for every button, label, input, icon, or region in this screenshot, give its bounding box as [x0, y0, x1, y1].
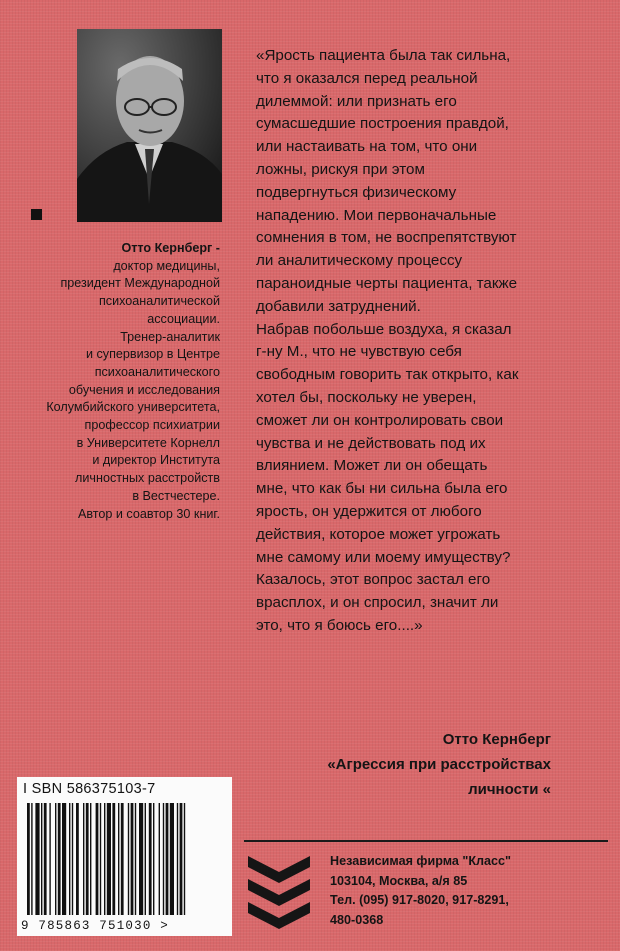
excerpt-line: «Ярость пациента была так сильна,: [256, 47, 511, 64]
bio-line: психоаналитического: [94, 364, 220, 379]
excerpt-line: врасплох, и он спросил, значит ли: [256, 594, 499, 612]
barcode-bar: [149, 803, 152, 915]
barcode-bar: [90, 803, 91, 915]
publisher-phone: Тел. (095) 917-8020, 917-8291,: [330, 893, 509, 907]
barcode-number: 9 785863 751030 >: [21, 919, 169, 933]
divider: [244, 840, 608, 842]
bio-line: психоаналитической: [98, 294, 220, 309]
excerpt-line: г-ну М., что не чувствую себя: [256, 343, 462, 361]
excerpt-line: мне, что как бы ни сильна была его: [256, 480, 508, 498]
barcode-bar: [100, 803, 101, 915]
barcode-bar: [121, 803, 124, 915]
barcode-bar: [44, 803, 47, 915]
excerpt-line: сможет ли он контролировать свои: [256, 411, 504, 429]
attribution-book-title-cont: личности «: [468, 781, 551, 798]
barcode-icon: [27, 803, 222, 915]
excerpt-line: что я оказался перед реальной: [256, 69, 478, 87]
excerpt-line: параноидные черты пациента, также: [256, 274, 518, 292]
excerpt-line: действия, которое может угрожать: [256, 525, 501, 543]
excerpt-line: чувства и не действовать под их: [256, 434, 486, 452]
bio-line: доктор медицины,: [113, 258, 220, 273]
barcode-bar: [62, 803, 66, 915]
barcode-bar: [96, 803, 99, 915]
bio-line: Автор и соавтор 30 книг.: [77, 506, 220, 521]
chevron-logo-icon: [246, 852, 312, 934]
excerpt-line: добавили затруднений.: [256, 297, 421, 315]
excerpt-line: сумасшедшие построения правдой,: [256, 115, 509, 133]
barcode-bar: [69, 803, 70, 915]
barcode-bar: [184, 803, 185, 915]
excerpt-line: это, что я боюсь его....»: [256, 616, 423, 634]
bio-line: в Университете Корнелл: [76, 435, 220, 450]
publisher-phone-cont: 480-0368: [330, 912, 384, 927]
publisher-address: 103104, Москва, а/я 85: [330, 873, 468, 888]
bio-line: обучения и исследования: [68, 382, 220, 397]
attribution-book-title: «Агрессия при расстройствах: [327, 756, 551, 773]
barcode-bar: [131, 803, 134, 915]
barcode-bar: [163, 803, 164, 915]
bio-line: в Вестчестере.: [132, 488, 220, 503]
bio-line: и директор Института: [92, 453, 220, 468]
excerpt-line: хотел бы, поскольку не уверен,: [256, 388, 477, 406]
barcode-bar: [153, 803, 154, 915]
publisher-name: Независимая фирма "Класс": [330, 854, 512, 868]
barcode-bar: [55, 803, 56, 915]
bio-line: Тренер-аналитик: [120, 329, 220, 344]
barcode-bar: [107, 803, 111, 915]
barcode-bar: [83, 803, 84, 915]
barcode-bar: [170, 803, 174, 915]
excerpt-line: мне самому или моему имуществу?: [256, 548, 511, 566]
bio-name: Отто Кернберг -: [121, 241, 220, 255]
barcode-bar: [145, 803, 146, 915]
excerpt-line: сомнения в том, не воспрепятствуют: [256, 229, 517, 247]
bio-line: личностных расстройств: [75, 471, 220, 486]
excerpt-line: ли аналитическому процессу: [256, 252, 463, 270]
author-photo: [77, 29, 222, 222]
excerpt-line: дилеммой: или признать его: [256, 92, 457, 110]
barcode-bar: [135, 803, 136, 915]
barcode-bar: [112, 803, 115, 915]
book-excerpt: [256, 45, 548, 638]
barcode-bar: [72, 803, 73, 915]
excerpt-line: ярость, он удержится от любого: [256, 502, 482, 520]
barcode-label: [17, 777, 232, 936]
barcode-bar: [139, 803, 143, 915]
barcode-bar: [166, 803, 169, 915]
barcode-bar: [58, 803, 61, 915]
bio-line: Колумбийского университета,: [46, 400, 220, 415]
barcode-bar: [86, 803, 89, 915]
barcode-bar: [118, 803, 119, 915]
barcode-bar: [104, 803, 105, 915]
barcode-bar: [159, 803, 160, 915]
barcode-bar: [128, 803, 129, 915]
excerpt-line: подвергнуться физическому: [256, 183, 457, 201]
author-bio: [40, 240, 220, 523]
bio-line: президент Международной: [60, 276, 220, 291]
barcode-bar: [31, 803, 32, 915]
barcode-bar: [49, 803, 50, 915]
excerpt-line: Казалось, этот вопрос застал его: [256, 571, 491, 589]
barcode-bar: [35, 803, 39, 915]
bio-line: ассоциации.: [147, 311, 220, 326]
excerpt-line: или настаивать на том, что они: [256, 138, 478, 156]
excerpt-line: Набрав побольше воздуха, я сказал: [256, 320, 512, 338]
barcode-bar: [41, 803, 42, 915]
barcode-bar: [27, 803, 30, 915]
bullet-square: [31, 209, 42, 220]
excerpt-line: влиянием. Может ли он обещать: [256, 457, 488, 475]
excerpt-line: ложны, рискуя при этом: [256, 160, 425, 178]
bio-line: и супервизор в Центре: [85, 347, 220, 362]
barcode-bar: [180, 803, 183, 915]
publisher-info: [330, 852, 610, 930]
excerpt-attribution: [270, 727, 551, 802]
barcode-bar: [177, 803, 178, 915]
bio-line: профессор психиатрии: [84, 418, 220, 433]
excerpt-line: нападению. Мои первоначальные: [256, 206, 497, 224]
barcode-bar: [76, 803, 79, 915]
author-portrait-icon: [77, 29, 222, 222]
excerpt-line: свободным говорить так открыто, как: [256, 366, 519, 384]
isbn-text: I SBN 586375103-7: [23, 781, 156, 797]
attribution-author: Отто Кернберг: [442, 731, 551, 748]
